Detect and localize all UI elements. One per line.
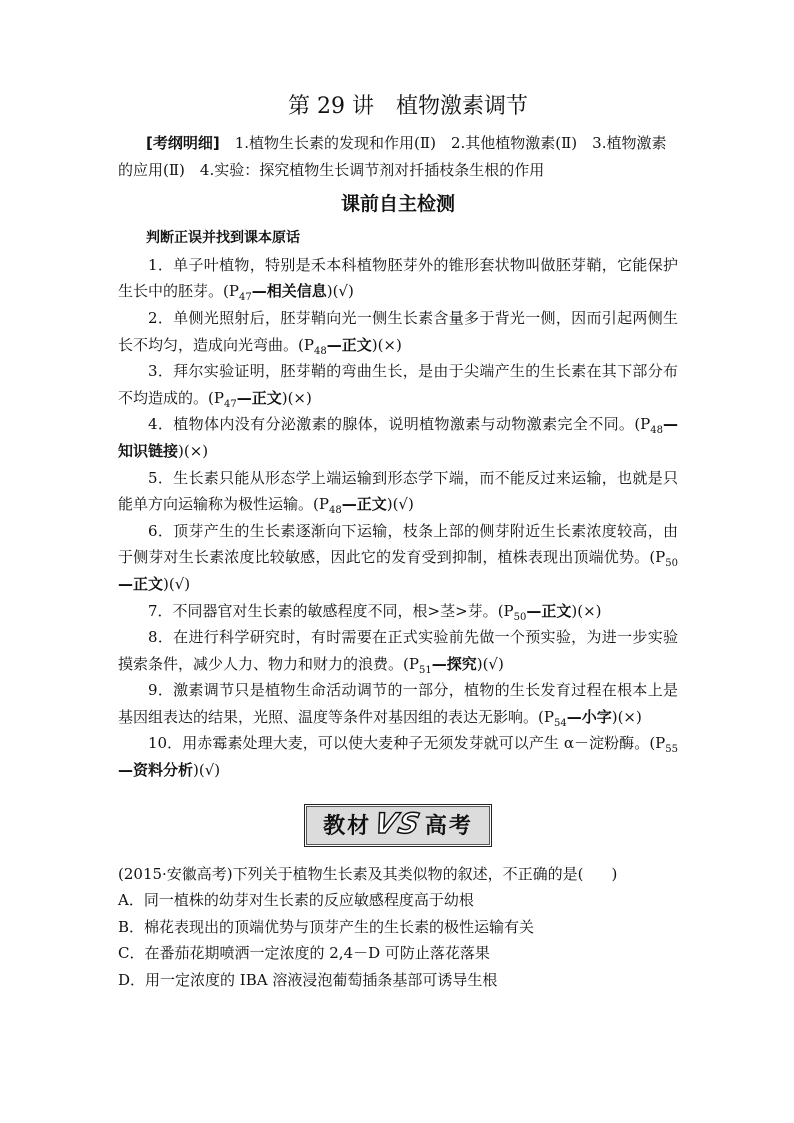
option-text: 同一植株的幼芽对生长素的反应敏感程度高于幼根 <box>143 891 474 910</box>
banner-left: 教材 <box>323 813 372 839</box>
item-source: 探究 <box>446 654 477 673</box>
item-number: 2． <box>148 308 174 327</box>
list-item: 5．生长素只能从形态学上端运输到形态学下端，而不能反过来运输，也就是只能单方向运输称为极性运输。($P_{48}—$正文)(√) <box>118 468 678 517</box>
question-stem: 下列关于植物生长素及其类似物的叙述，不正确的是( <box>232 864 584 883</box>
banner-wrap <box>118 804 678 847</box>
item-mark: (√) <box>332 282 354 301</box>
option-letter: C． <box>118 944 145 963</box>
subheading: 判断正误并找到课本原话 <box>146 230 300 247</box>
list-item: 6．顶芽产生的生长素逐渐向下运输，枝条上部的侧芽附近生长素浓度较高，由于侧芽对生长素浓度比较敏感，因此它的发育受到抑制，植株表现出顶端优势。($P_{50}—$正文)(√) <box>118 521 678 593</box>
item-mark: (×) <box>617 707 642 726</box>
item-page: 48 <box>313 345 327 357</box>
item-source: 资料分析 <box>133 761 194 780</box>
option-letter: B． <box>118 917 145 936</box>
item-text: 生长素只能从形态学上端运输到形态学下端，而不能反过来运输，也就是只能单方向运输称为极性运输。 <box>118 468 678 514</box>
item-mark: (√) <box>392 495 414 514</box>
item-text: 植物体内没有分泌激素的腺体，说明植物激素与动物激素完全不同。 <box>173 415 635 434</box>
outline-text: 1.植物生长素的发现和作用(Ⅱ) 2.其他植物激素(Ⅱ) 3.植物激素的应用(Ⅱ) 4.实验：探究植物生长调节剂对扦插枝条生根的作用 <box>118 134 667 179</box>
item-number: 6． <box>148 521 174 540</box>
item-source: 知识链接 <box>118 441 179 460</box>
item-number: 9． <box>148 681 174 700</box>
page-title <box>118 92 678 122</box>
textbook-vs-exam-banner <box>304 804 492 847</box>
item-page: 55 <box>665 744 678 756</box>
judgement-list <box>118 252 678 784</box>
item-text: 在进行科学研究时，有时需要在正式实验前先做一个预实验，为进一步实验摸索条件，减少人力、物力和财力的浪费。 <box>118 628 678 673</box>
item-mark: (√) <box>198 761 221 780</box>
list-item: 1．单子叶植物，特别是禾本科植物胚芽外的锥形套状物叫做胚芽鞘，它能保护生长中的胚芽。($P_{47}—$相关信息)(√) <box>118 255 678 304</box>
item-page: 50 <box>665 558 678 570</box>
item-mark: (√) <box>482 654 504 673</box>
option-item <box>118 967 678 994</box>
list-item: 4．植物体内没有分泌激素的腺体，说明植物激素与动物激素完全不同。($P_{48}—$知识链接)(×) <box>118 415 678 460</box>
item-mark: (×) <box>287 388 312 407</box>
lecture-number: 第 29 讲 <box>288 94 374 119</box>
item-page: 51 <box>418 664 432 676</box>
item-source: 正文 <box>541 601 572 620</box>
question-source: (2015·安徽高考) <box>118 864 233 883</box>
item-mark: (×) <box>377 335 402 354</box>
item-text: 单子叶植物，特别是禾本科植物胚芽外的锥形套状物叫做胚芽鞘，它能保护生长中的胚芽。 <box>118 255 678 301</box>
list-item: 10．用赤霉素处理大麦，可以使大麦种子无须发芽就可以产生 α－淀粉酶。($P_{55}—$资料分析)(√) <box>118 734 678 780</box>
item-source: 正文 <box>341 335 372 354</box>
option-item <box>118 940 678 967</box>
item-text: 拜尔实验证明，胚芽鞘的弯曲生长，是由于尖端产生的生长素在其下部分布不均造成的。 <box>118 362 678 407</box>
item-page: 47 <box>238 292 252 304</box>
option-text: 棉花表现出的顶端优势与顶芽产生的生长素的极性运输有关 <box>144 917 535 936</box>
item-page: 47 <box>223 398 237 410</box>
item-mark: (√) <box>168 574 191 593</box>
item-text: 不同器官对生长素的敏感程度不同，根>茎>芽。 <box>172 601 498 620</box>
list-item: 7．不同器官对生长素的敏感程度不同，根>茎>芽。($P_{50}—$正文)(×) <box>148 601 602 623</box>
lecture-topic: 植物激素调节 <box>395 94 528 119</box>
item-source: 小字 <box>581 707 612 726</box>
item-number: 5． <box>148 468 174 487</box>
item-number: 7． <box>148 601 173 620</box>
option-text: 在番茄花期喷洒一定浓度的 2,4－D 可防止落花落果 <box>144 944 490 963</box>
item-mark: (×) <box>577 601 602 620</box>
item-source: 正文 <box>356 495 387 514</box>
question-options <box>118 887 678 993</box>
item-number: 4． <box>148 415 174 434</box>
banner-right: 高考 <box>424 813 473 839</box>
item-text: 顶芽产生的生长素逐渐向下运输，枝条上部的侧芽附近生长素浓度较高，由于侧芽对生长素浓度比较敏感，因此它的发育受到抑制，植株表现出顶端优势。 <box>118 521 678 567</box>
item-source: 相关信息 <box>266 282 327 301</box>
item-source: 正文 <box>133 574 164 593</box>
item-text: 单侧光照射后，胚芽鞘向光一侧生长素含量多于背光一侧，因而引起两侧生长不均匀，造成向光弯曲。 <box>118 308 678 354</box>
document-content <box>118 92 678 994</box>
syllabus-outline <box>118 130 678 183</box>
section-title: 课前自主检测 <box>340 193 455 216</box>
option-text: 用一定浓度的 IBA 溶液浸泡葡萄插条基部可诱导生根 <box>145 971 498 990</box>
item-mark: (×) <box>183 441 209 460</box>
item-text: 激素调节只是植物生命活动调节的一部分，植物的生长发育过程在根本上是基因组表达的结果，光照、温度等条件对基因组的表达无影响。 <box>118 681 678 726</box>
list-item: 2．单侧光照射后，胚芽鞘向光一侧生长素含量多于背光一侧，因而引起两侧生长不均匀，造成向光弯曲。($P_{48}—$正文)(×) <box>118 308 678 357</box>
option-item <box>118 887 678 914</box>
item-number: 8． <box>148 628 174 647</box>
option-letter: D． <box>118 971 146 990</box>
outline-label: [考纲明细] <box>146 134 220 152</box>
list-item: 9．激素调节只是植物生命活动调节的一部分，植物的生长发育过程在根本上是基因组表达的结果，光照、温度等条件对基因组的表达无影响。($P_{54}—$小字)(×) <box>118 681 678 729</box>
item-source: 正文 <box>251 388 282 407</box>
item-number: 3． <box>148 362 174 381</box>
item-page: 48 <box>328 505 342 517</box>
item-text: 用赤霉素处理大麦，可以使大麦种子无须发芽就可以产生 α－淀粉酶。 <box>182 734 650 753</box>
item-page: 50 <box>513 611 527 623</box>
option-item <box>118 914 678 941</box>
item-number: 10． <box>148 734 183 753</box>
item-page: 48 <box>650 425 663 437</box>
list-item: 8．在进行科学研究时，有时需要在正式实验前先做一个预实验，为进一步实验摸索条件，减少人力、物力和财力的浪费。($P_{51}—$探究)(√) <box>118 628 678 676</box>
exam-question <box>118 861 678 888</box>
banner-vs: VS <box>371 806 425 840</box>
list-item: 3．拜尔实验证明，胚芽鞘的弯曲生长，是由于尖端产生的生长素在其下部分布不均造成的。($P_{47}—$正文)(×) <box>118 362 678 410</box>
item-page: 54 <box>553 717 567 729</box>
option-letter: A． <box>118 891 144 910</box>
item-number: 1． <box>148 255 174 274</box>
question-close: ) <box>611 864 618 883</box>
